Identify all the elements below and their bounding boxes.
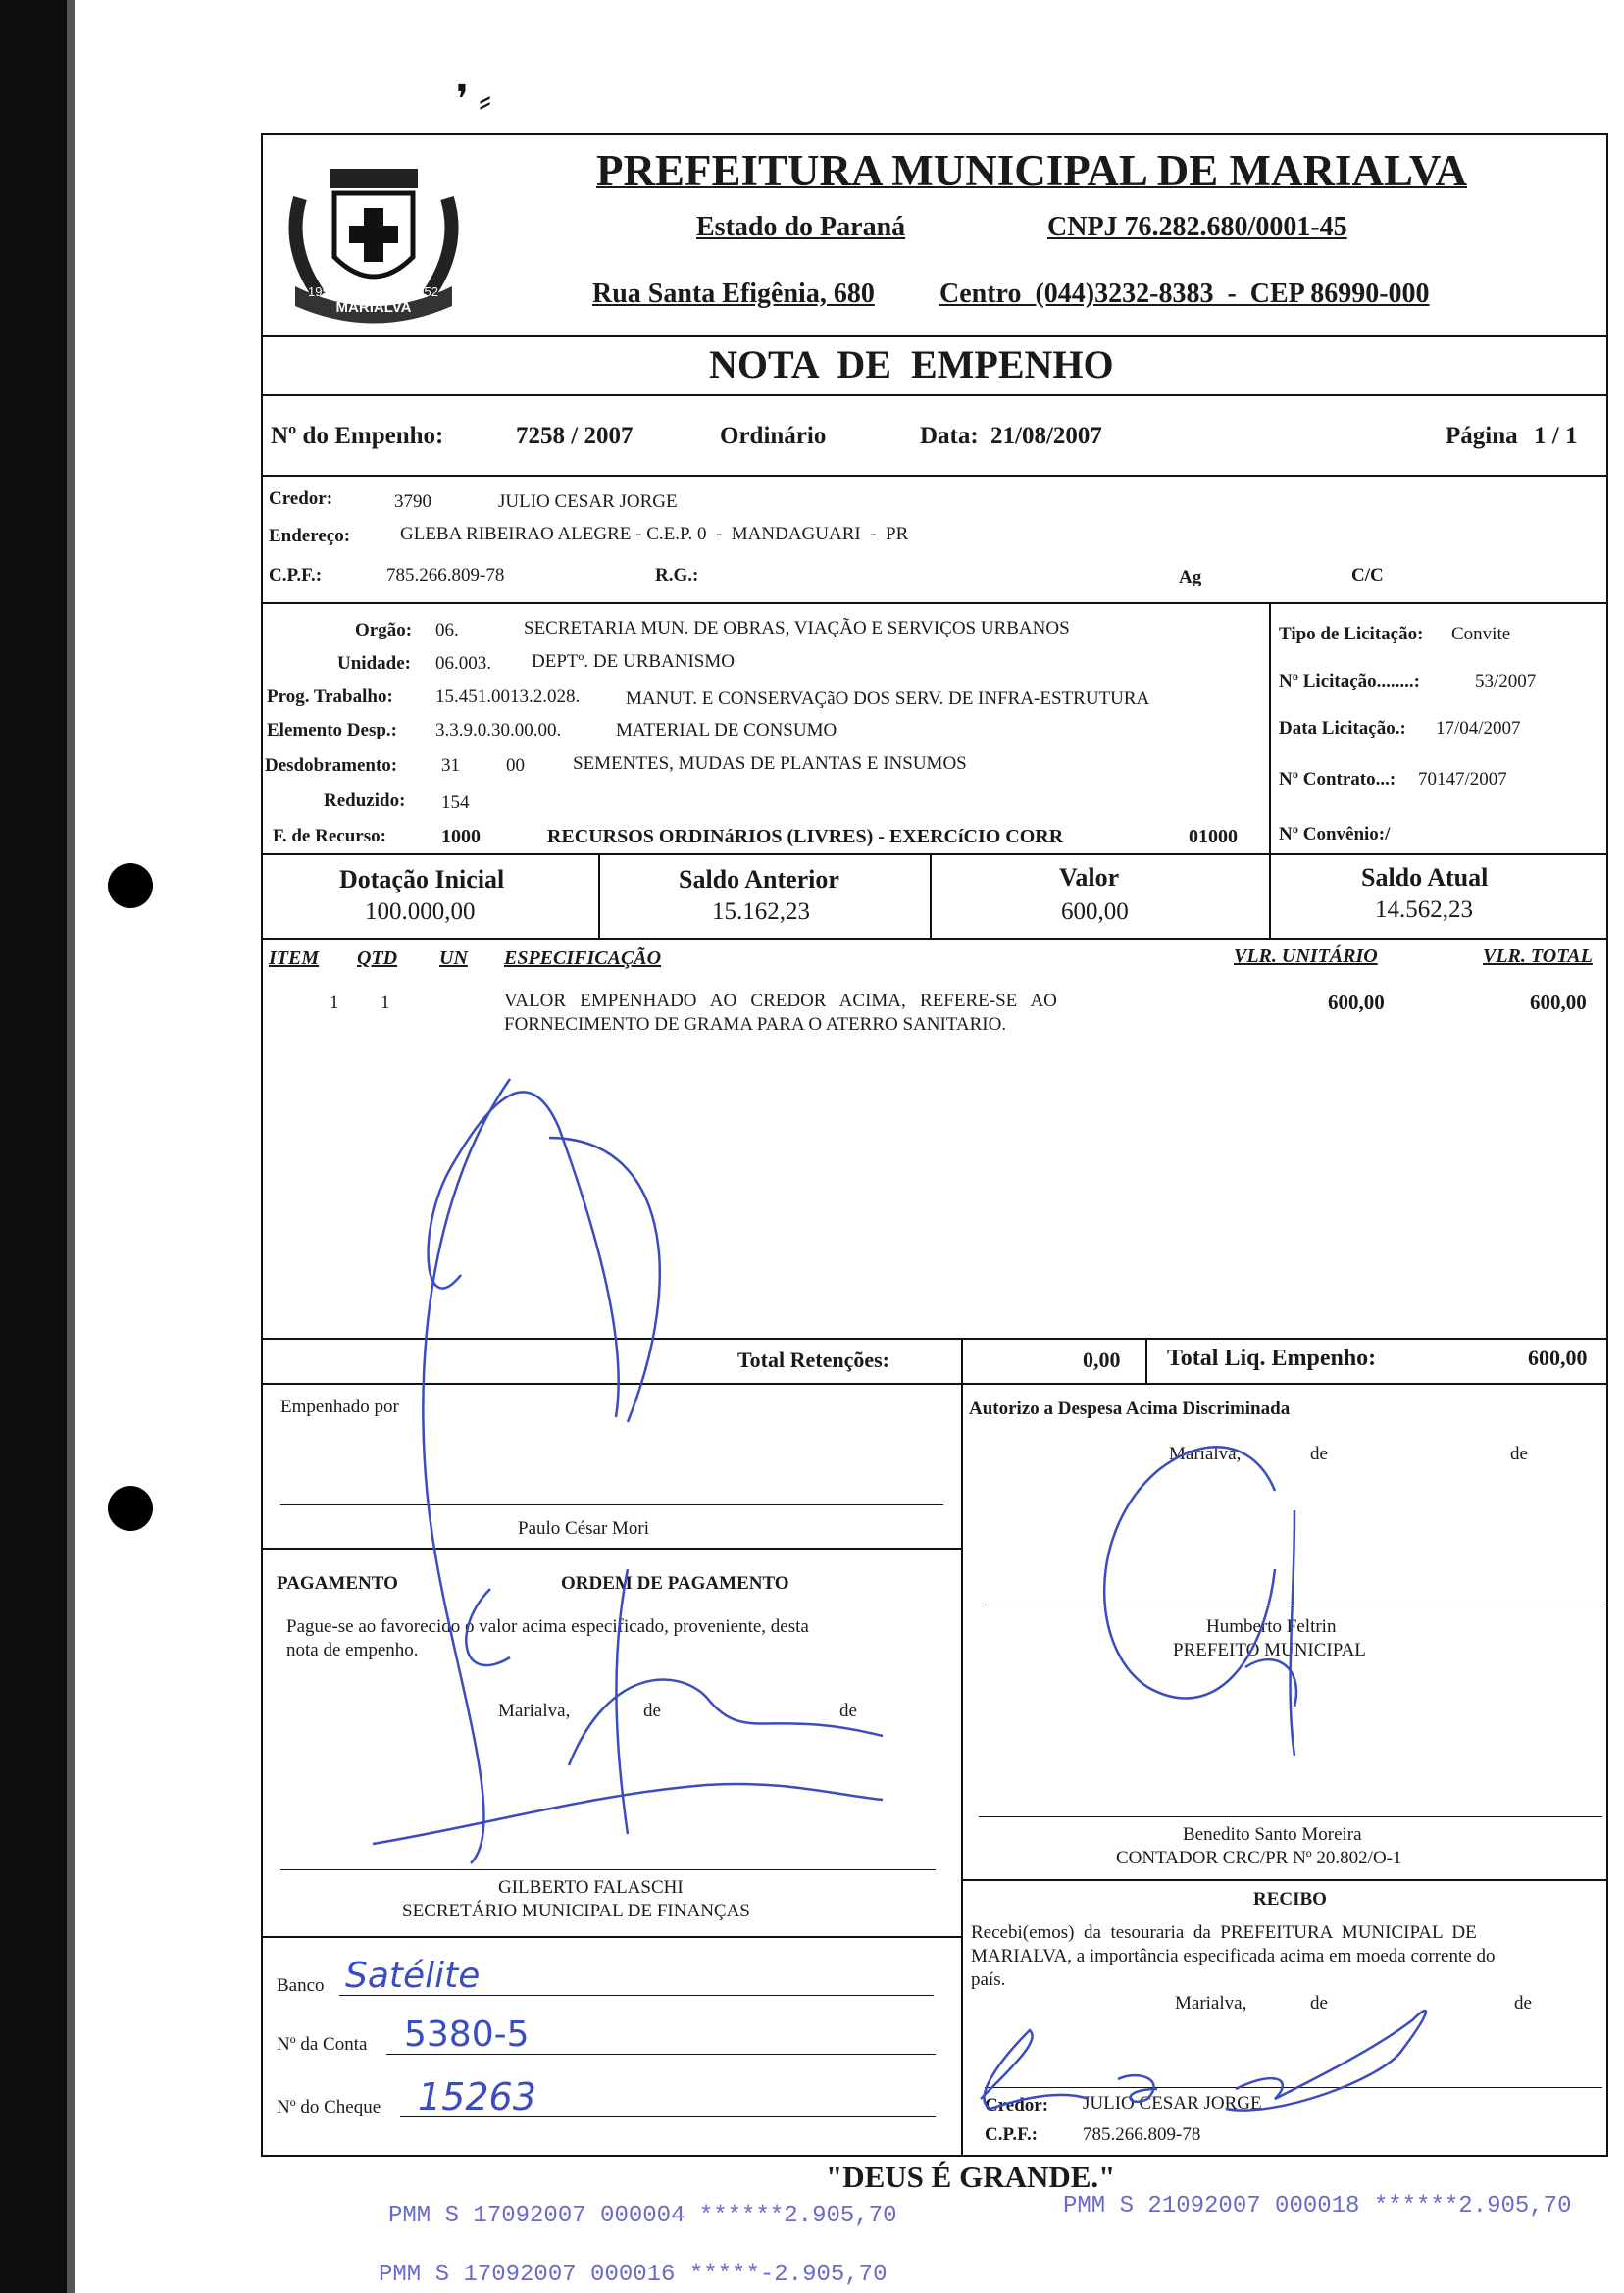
document-title: NOTA DE EMPENHO [709, 342, 1114, 386]
prog-desc: MANUT. E CONSERVAÇãO DOS SERV. DE INFRA-ESTRUTURA [626, 688, 1150, 709]
contrato-number: 70147/2007 [1418, 769, 1507, 790]
retencoes-value: 0,00 [1083, 1348, 1121, 1372]
page-label: Página [1446, 423, 1518, 449]
credor-label: Credor: [269, 488, 333, 509]
saldo-value: 15.162,23 [712, 898, 810, 925]
recibo-cpf-label: C.P.F.: [985, 2124, 1039, 2145]
contrato-label: Nº Contrato...: [1279, 769, 1396, 790]
pagamento-text-line1: Pague-se ao favorecido o valor acima especificado, proveniente, desta [286, 1616, 809, 1637]
item-qtd: 1 [381, 993, 390, 1013]
crest-year-right: 1952 [410, 284, 438, 299]
pagamento-de1: de [643, 1701, 661, 1721]
prefeito-title: PREFEITO MUNICIPAL [1173, 1640, 1366, 1660]
saldo-value: 600,00 [1061, 898, 1129, 925]
prog-label: Prog. Trabalho: [267, 687, 393, 707]
recibo-text-line2: MARIALVA, a importância especificada acima em moeda corrente do [971, 1946, 1496, 1966]
recibo-cpf: 785.266.809-78 [1083, 2124, 1201, 2145]
orgao-label: Orgão: [355, 620, 413, 640]
banco-value: Satélite [345, 1956, 481, 1996]
retencoes-label: Total Retenções: [737, 1348, 889, 1372]
empenho-date-label: Data: [920, 423, 979, 449]
banco-label: Banco [277, 1975, 325, 1996]
recibo-text-line3: país. [971, 1969, 1006, 1990]
recurso-label: F. de Recurso: [273, 826, 386, 846]
unidade-code: 06.003. [435, 653, 491, 674]
saldo-label: Dotação Inicial [339, 865, 505, 893]
scan-mark: ❜ ⸗ [456, 77, 492, 122]
secretario-title: SECRETÁRIO MUNICIPAL DE FINANÇAS [402, 1901, 750, 1921]
conta-value: 5380-5 [404, 2014, 530, 2055]
recurso-desc: RECURSOS ORDINáRIOS (LIVRES) - EXERCíCIO CORR [547, 826, 1064, 847]
contador-title: CONTADOR CRC/PR Nº 20.802/O-1 [1116, 1848, 1402, 1868]
desdobramento-code1: 31 [441, 755, 460, 776]
recibo-credor-name: JULIO CESAR JORGE [1083, 2093, 1262, 2114]
address-label: Endereço: [269, 526, 351, 546]
bank-stamp: PMM S 17092007 000004 ******2.905,70 [388, 2203, 897, 2229]
header-address: Rua Santa Efigênia, 680 [592, 279, 875, 309]
liquido-value: 600,00 [1528, 1346, 1588, 1370]
saldo-value: 100.000,00 [365, 898, 476, 925]
credor-cpf: 785.266.809-78 [386, 565, 505, 586]
item-desc-line1: VALOR EMPENHADO AO CREDOR ACIMA, REFERE-SE AO [504, 991, 1057, 1011]
items-header-un: UN [439, 947, 468, 969]
item-desc-line2: FORNECIMENTO DE GRAMA PARA O ATERRO SANITARIO. [504, 1014, 1007, 1035]
recurso-code: 1000 [441, 826, 481, 847]
credor-address: GLEBA RIBEIRAO ALEGRE - C.E.P. 0 - MANDAGUARI - PR [400, 524, 909, 544]
page-number: 1 / 1 [1534, 423, 1578, 449]
convenio-label: Nº Convênio:/ [1279, 824, 1391, 844]
desdobramento-desc: SEMENTES, MUDAS DE PLANTAS E INSUMOS [573, 753, 967, 774]
items-header-qtd: QTD [357, 947, 398, 969]
recibo-de1: de [1310, 1993, 1328, 2013]
municipal-crest-icon [280, 139, 467, 335]
rg-label: R.G.: [655, 565, 699, 586]
autorizo-de2: de [1510, 1444, 1528, 1464]
bank-stamp: PMM S 21092007 000018 ******2.905,70 [1063, 2193, 1572, 2219]
unidade-label: Unidade: [337, 653, 411, 674]
items-header-unit: VLR. UNITÁRIO [1234, 945, 1378, 967]
credor-code: 3790 [394, 491, 431, 512]
recibo-credor-label: Credor: [985, 2095, 1049, 2115]
recibo-label: RECIBO [1253, 1889, 1327, 1910]
header-state: Estado do Paraná [696, 212, 906, 242]
cheque-label: Nº do Cheque [277, 2097, 381, 2117]
pagamento-text-line2: nota de empenho. [286, 1640, 419, 1660]
prog-code: 15.451.0013.2.028. [435, 687, 581, 707]
liquido-label: Total Liq. Empenho: [1167, 1346, 1377, 1371]
credor-name: JULIO CESAR JORGE [498, 491, 678, 512]
punch-hole [108, 1486, 153, 1531]
elemento-desc: MATERIAL DE CONSUMO [616, 720, 837, 740]
cc-label: C/C [1351, 565, 1384, 586]
nota-de-empenho-form [261, 133, 1608, 2157]
empenho-number: 7258 / 2007 [516, 423, 634, 449]
items-header-item: ITEM [269, 947, 320, 969]
autorizo-label: Autorizo a Despesa Acima Discriminada [969, 1399, 1291, 1419]
prefeito-name: Humberto Feltrin [1206, 1616, 1337, 1637]
header-district-phone: Centro (044)3232-8383 - CEP 86990-000 [939, 279, 1430, 309]
orgao-code: 06. [435, 620, 459, 640]
conta-label: Nº da Conta [277, 2034, 368, 2055]
empenho-number-label: Nº do Empenho: [271, 423, 444, 449]
cpf-label: C.P.F.: [269, 565, 323, 586]
recibo-de2: de [1514, 1993, 1532, 2013]
footer-motto: "DEUS É GRANDE." [826, 2160, 1116, 2194]
reduzido-code: 154 [441, 792, 470, 813]
saldo-label: Saldo Anterior [679, 865, 839, 893]
tipo-licitacao-label: Tipo de Licitação: [1279, 624, 1424, 644]
pagamento-city: Marialva, [498, 1701, 571, 1721]
ordem-pagamento-label: ORDEM DE PAGAMENTO [561, 1573, 789, 1594]
cheque-value: 15263 [418, 2075, 536, 2118]
ag-label: Ag [1179, 567, 1202, 587]
saldo-label: Saldo Atual [1361, 863, 1489, 892]
empenhado-label: Empenhado por [280, 1397, 399, 1417]
saldo-label: Valor [1059, 863, 1120, 892]
autorizo-city: Marialva, [1169, 1444, 1242, 1464]
elemento-label: Elemento Desp.: [267, 720, 397, 740]
crest-year-left: 1951 [308, 284, 336, 299]
desdobramento-code2: 00 [506, 755, 525, 776]
secretario-name: GILBERTO FALASCHI [498, 1877, 684, 1898]
reduzido-label: Reduzido: [324, 790, 406, 811]
data-licitacao: 17/04/2007 [1436, 718, 1521, 739]
data-licitacao-label: Data Licitação.: [1279, 718, 1406, 739]
recibo-text-line1: Recebi(emos) da tesouraria da PREFEITURA MUNICIPAL DE [971, 1922, 1477, 1943]
elemento-code: 3.3.9.0.30.00.00. [435, 720, 562, 740]
saldo-value: 14.562,23 [1375, 896, 1473, 923]
items-header-espec: ESPECIFICAÇÃO [504, 947, 662, 969]
pagamento-label: PAGAMENTO [277, 1573, 398, 1594]
scan-edge-shadow [67, 0, 75, 2293]
num-licitacao-label: Nº Licitação........: [1279, 671, 1420, 691]
bank-stamp: PMM S 17092007 000016 *****-2.905,70 [379, 2262, 888, 2288]
recibo-city: Marialva, [1175, 1993, 1247, 2013]
item-total-value: 600,00 [1530, 991, 1587, 1014]
contador-name: Benedito Santo Moreira [1183, 1824, 1362, 1845]
num-licitacao: 53/2007 [1475, 671, 1537, 691]
pagamento-de2: de [839, 1701, 857, 1721]
empenho-date: 21/08/2007 [990, 423, 1102, 449]
items-header-total: VLR. TOTAL [1483, 945, 1593, 967]
item-number: 1 [330, 993, 339, 1013]
empenhado-name: Paulo César Mori [518, 1518, 650, 1539]
crest-text: MARIALVA [335, 299, 412, 316]
unidade-desc: DEPTº. DE URBANISMO [532, 651, 735, 672]
autorizo-de1: de [1310, 1444, 1328, 1464]
header-cnpj: CNPJ 76.282.680/0001-45 [1047, 212, 1347, 242]
desdobramento-label: Desdobramento: [265, 755, 398, 776]
item-unit-value: 600,00 [1328, 991, 1385, 1014]
empenho-type: Ordinário [720, 423, 827, 449]
tipo-licitacao: Convite [1451, 624, 1511, 644]
recurso-num: 01000 [1189, 826, 1238, 847]
punch-hole [108, 863, 153, 908]
scan-edge [0, 0, 67, 2293]
header-title: PREFEITURA MUNICIPAL DE MARIALVA [596, 146, 1468, 195]
orgao-desc: SECRETARIA MUN. DE OBRAS, VIAÇÃO E SERVIÇOS URBANOS [524, 618, 1070, 638]
